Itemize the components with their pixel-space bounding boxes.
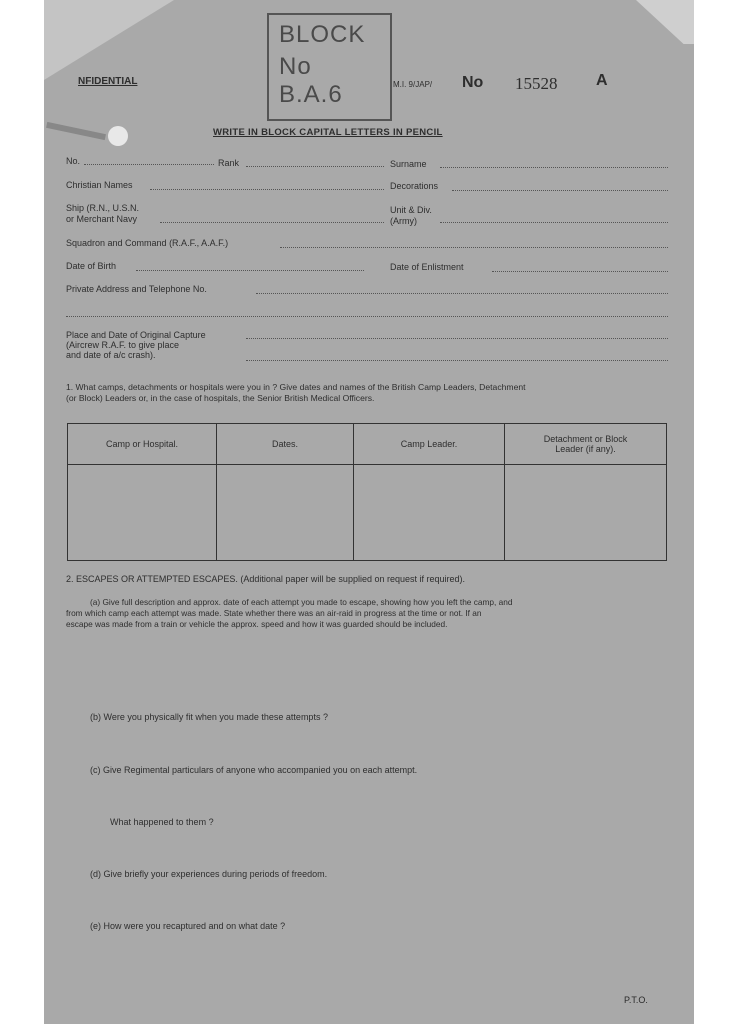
ship-label-2: or Merchant Navy [66, 214, 138, 224]
dob-label: Date of Birth [66, 261, 117, 271]
form-reference: M.I. 9/JAP/ [393, 80, 433, 89]
decorations-label: Decorations [390, 181, 439, 191]
col-camp-leader: Camp Leader. [354, 424, 505, 465]
table-cell [217, 465, 354, 561]
col-detachment-leader [505, 424, 667, 465]
capture-label-1: Place and Date of Original Capture [66, 330, 206, 340]
capture-label-3: and date of a/c crash). [66, 350, 156, 360]
table-header-row [68, 424, 667, 465]
ship-label-1: Ship (R.N., U.S.N. [66, 203, 140, 213]
block-stamp [267, 13, 392, 121]
confidential-label: NFIDENTIAL [78, 76, 138, 87]
squadron-label: Squadron and Command (R.A.F., A.A.F.) [66, 238, 229, 248]
decorations-line [452, 190, 668, 191]
capture-label-2: (Aircrew R.A.F. to give place [66, 340, 180, 350]
rank-line [246, 166, 384, 167]
q2a-text-1: (a) Give full description and approx. date of each attempt you made to escape, showing how you left the camp, and [90, 597, 513, 607]
col-camp-hospital: Camp or Hospital. [68, 424, 217, 465]
christian-names-line [150, 189, 384, 190]
camps-table [67, 423, 667, 561]
q2a-text-2: from which camp each attempt was made. State whether there was an air-raid in progress at the time or not. If an [66, 608, 482, 618]
q2-heading: 2. ESCAPES OR ATTEMPTED ESCAPES. (Additional paper will be supplied on request if required). [66, 574, 466, 584]
col-dates: Dates. [217, 424, 354, 465]
q2c-followup: What happened to them ? [110, 817, 214, 827]
no-label: No. [66, 156, 81, 166]
ship-line [160, 222, 384, 223]
surname-line [440, 167, 668, 168]
table-cell [505, 465, 667, 561]
punch-hole [108, 126, 128, 146]
capture-line-2 [246, 360, 668, 361]
unit-line [440, 222, 668, 223]
q1-text-2: (or Block) Leaders or, in the case of hospitals, the Senior British Medical Officers. [66, 393, 375, 403]
rank-label: Rank [218, 158, 240, 168]
unit-label-2: (Army) [390, 216, 417, 226]
q2a-text-3: escape was made from a train or vehicle the approx. speed and how it was guarded should be included. [66, 619, 448, 629]
enlistment-line [492, 271, 668, 272]
stamp-no: No [279, 53, 312, 80]
col-detachment-label-2: Leader (if any). [555, 444, 616, 454]
serial-suffix: A [596, 72, 608, 89]
capture-line-1 [246, 338, 668, 339]
address-line-1 [256, 293, 668, 294]
pto-label: P.T.O. [624, 995, 648, 1005]
q2d-text: (d) Give briefly your experiences during periods of freedom. [90, 869, 328, 879]
address-label: Private Address and Telephone No. [66, 284, 207, 294]
q2e-text: (e) How were you recaptured and on what date ? [90, 921, 286, 931]
stamp-ba: B.A.6 [279, 81, 343, 108]
serial-number: 15528 [515, 74, 558, 93]
stamp-block: BLOCK [279, 21, 366, 48]
number-label: No [462, 74, 484, 91]
dob-line [136, 270, 364, 271]
q2c-text: (c) Give Regimental particulars of anyone who accompanied you on each attempt. [90, 765, 418, 775]
unit-label-1: Unit & Div. [390, 205, 432, 215]
enlistment-label: Date of Enlistment [390, 262, 464, 272]
address-line-2 [66, 316, 668, 317]
table-row [68, 465, 667, 561]
christian-names-label: Christian Names [66, 180, 133, 190]
q1-text-1: 1. What camps, detachments or hospitals were you in ? Give dates and names of the British Camp Leaders, Detachment [66, 382, 526, 392]
instruction-heading: WRITE IN BLOCK CAPITAL LETTERS IN PENCIL [213, 127, 443, 138]
squadron-line [280, 247, 668, 248]
table-cell [68, 465, 217, 561]
table-cell [354, 465, 505, 561]
no-line [84, 164, 214, 165]
q2b-text: (b) Were you physically fit when you made these attempts ? [90, 712, 328, 722]
surname-label: Surname [390, 159, 427, 169]
col-detachment-label-1: Detachment or Block [543, 434, 628, 444]
